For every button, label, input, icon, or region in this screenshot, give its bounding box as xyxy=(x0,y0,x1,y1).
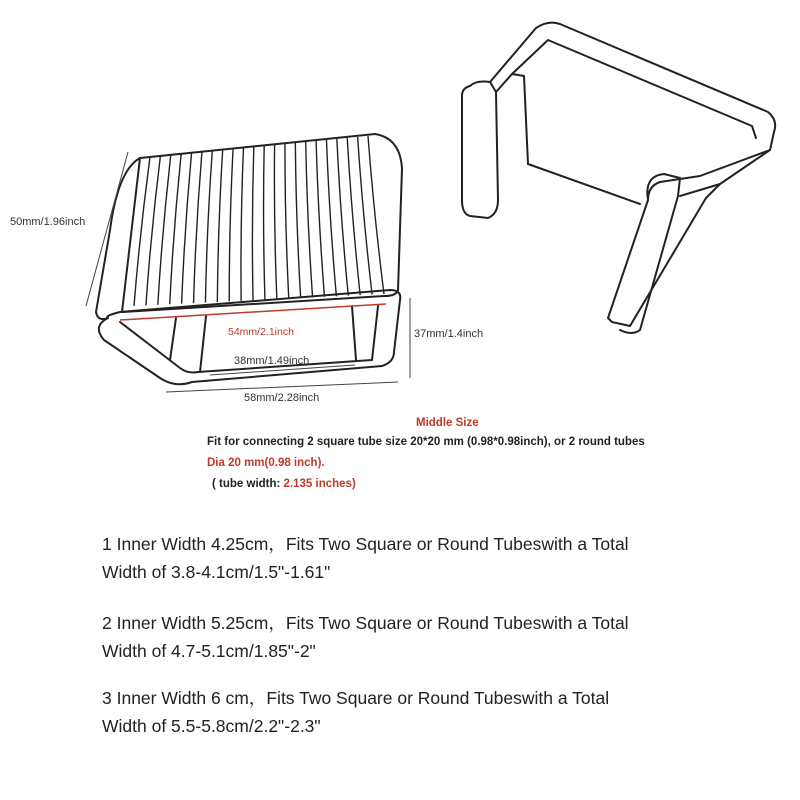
height-dimension: 50mm/1.96inch xyxy=(10,216,86,228)
side-height-dimension: 37mm/1.4inch xyxy=(414,328,484,340)
bracket-back-inner xyxy=(496,74,528,164)
bracket-left-flange xyxy=(462,82,498,219)
description-item-2 xyxy=(102,609,762,665)
spec-title: Middle Size xyxy=(416,417,479,429)
clip-rib xyxy=(347,138,360,295)
clip-rib xyxy=(295,143,300,298)
clip-rib xyxy=(368,136,384,294)
clip-inner-post-left xyxy=(170,318,176,360)
clip-rib xyxy=(264,146,265,300)
description-line: Width of 4.7-5.1cm/1.85"-2" xyxy=(102,641,316,661)
clip-rib xyxy=(285,144,289,299)
description-item-1 xyxy=(102,530,762,586)
description-line: Width of 5.5-5.8cm/2.2"-2.3" xyxy=(102,716,321,736)
inner-span-line xyxy=(120,304,386,320)
height-dim-line xyxy=(86,152,128,306)
spec-tube-width xyxy=(212,478,356,490)
clip-rib xyxy=(194,152,202,303)
clip-rib xyxy=(182,153,192,304)
clip-rib xyxy=(316,141,324,297)
inner-span-dimension: 54mm/2.1inch xyxy=(228,326,294,338)
clip-rib xyxy=(306,142,313,297)
clip-rib xyxy=(146,156,160,305)
clip-rib xyxy=(252,147,253,300)
clip-rib xyxy=(326,140,336,296)
description-line: 1 Inner Width 4.25cm，Fits Two Square or Round Tubeswith a Total xyxy=(102,534,629,554)
bracket-right-panel xyxy=(608,132,774,326)
clip-ribs xyxy=(134,136,384,306)
bracket-back-top xyxy=(490,23,775,132)
spec-tube-width-label: ( tube width: xyxy=(212,478,284,490)
inner-width-dimension: 38mm/1.49inch xyxy=(234,355,310,367)
clip-inner-post-right xyxy=(352,306,356,360)
description-line: 2 Inner Width 5.25cm，Fits Two Square or Round Tubeswith a Total xyxy=(102,613,629,633)
description-line: Width of 3.8-4.1cm/1.5"-1.61" xyxy=(102,562,331,582)
description-item-3 xyxy=(102,684,762,740)
clip-left-edge xyxy=(96,158,140,319)
spec-tube-width-value: 2.135 inches) xyxy=(283,478,356,490)
clip-inner-post-mid xyxy=(200,316,206,372)
clip-rib xyxy=(337,139,348,296)
clip-rib xyxy=(217,150,222,302)
description-line: 3 Inner Width 6 cm，Fits Two Square or Round Tubeswith a Total xyxy=(102,688,610,708)
clip-rib xyxy=(241,148,243,301)
clip-rib xyxy=(205,151,212,303)
clip-rib xyxy=(274,145,276,299)
bracket-inner-floor xyxy=(528,164,640,204)
spec-dia-line: Dia 20 mm(0.98 inch). xyxy=(207,457,325,469)
spec-fit-line: Fit for connecting 2 square tube size 20*20 mm (0.98*0.98inch), or 2 round tubes xyxy=(207,436,645,448)
clip-rib xyxy=(158,155,171,305)
clip-rib xyxy=(229,149,233,301)
outer-width-dim-line xyxy=(166,382,398,392)
outer-width-dimension: 58mm/2.28inch xyxy=(244,392,320,404)
clip-rib xyxy=(170,154,181,304)
